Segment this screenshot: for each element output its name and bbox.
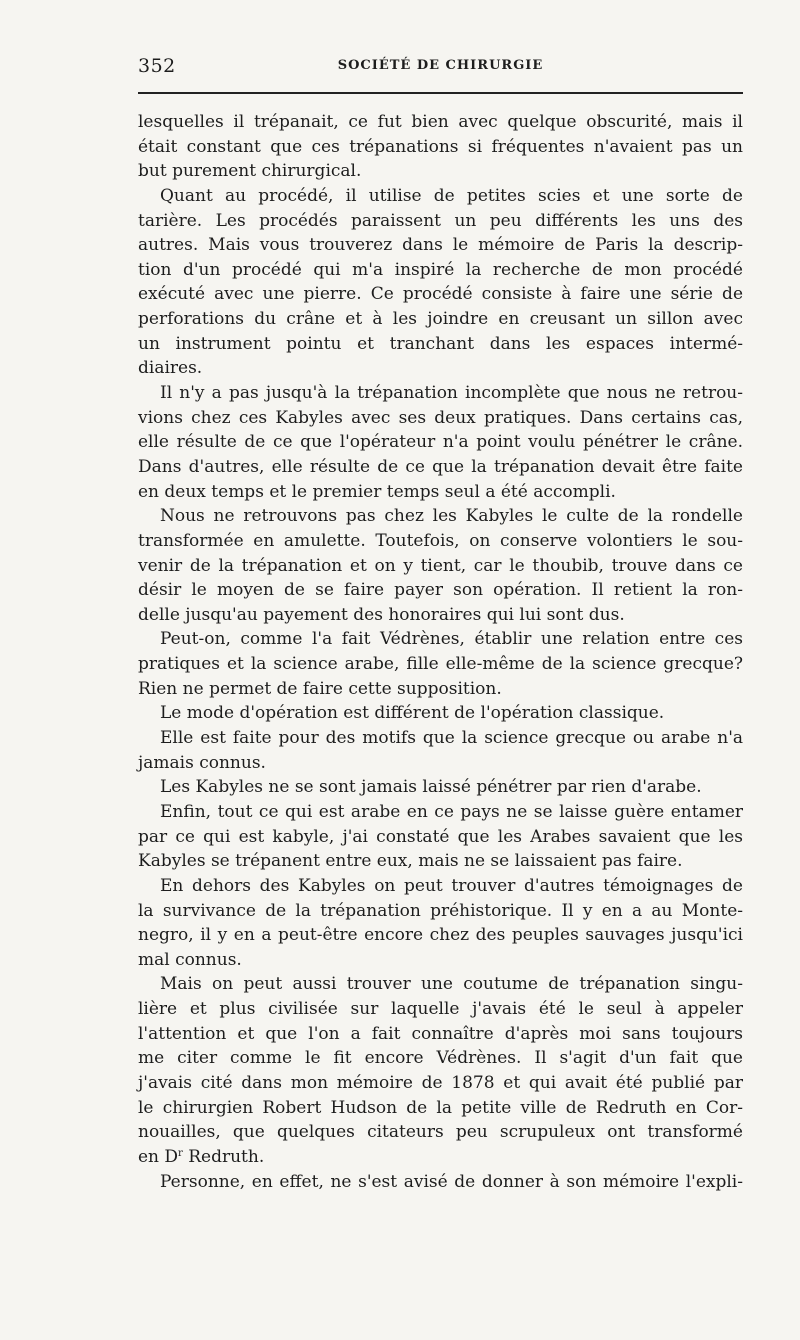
text-line: nouailles, que quelques citateurs peu scrupuleux ont transformé [138, 1122, 743, 1143]
text-line: me citer comme le fit encore Védrènes. Il s'agit d'un fait que [138, 1048, 743, 1069]
header-rule [138, 92, 743, 94]
text-line: désir le moyen de se faire payer son opération. Il retient la ron- [138, 580, 743, 601]
page-header [138, 55, 743, 83]
text-line: Enfin, tout ce qui est arabe en ce pays ne se laisse guère entamer [160, 801, 743, 822]
text-line: la survivance de la trépanation préhistorique. Il y en a au Monte- [138, 900, 743, 921]
text-line: Elle est faite pour des motifs que la science grecque ou arabe n'a [160, 728, 743, 749]
text-line: autres. Mais vous trouverez dans le mémoire de Paris la descrip- [138, 235, 743, 256]
text-line: Rien ne permet de faire cette supposition. [138, 678, 502, 699]
text-line: mal connus. [138, 949, 242, 970]
text-line: vions chez ces Kabyles avec ses deux pratiques. Dans certains cas, [138, 407, 743, 428]
text-line: Peut-on, comme l'a fait Védrènes, établir une relation entre ces [160, 629, 743, 650]
text-line: Dans d'autres, elle résulte de ce que la trépanation devait être faite [138, 456, 743, 477]
text-line: but purement chirurgical. [138, 161, 362, 182]
text-line: Les Kabyles ne se sont jamais laissé pénétrer par rien d'arabe. [160, 777, 702, 798]
text-line: delle jusqu'au payement des honoraires qui lui sont dus. [138, 604, 625, 625]
body-text [138, 110, 743, 1194]
text-line: un instrument pointu et tranchant dans les espaces intermé- [138, 333, 743, 354]
text-line: j'avais cité dans mon mémoire de 1878 et qui avait été publié par [138, 1072, 743, 1093]
text-line: tion d'un procédé qui m'a inspiré la recherche de mon procédé [138, 259, 743, 280]
text-line: le chirurgien Robert Hudson de la petite ville de Redruth en Cor- [138, 1097, 743, 1118]
text-line: Mais on peut aussi trouver une coutume de trépanation singu- [160, 974, 743, 995]
text-line: pratiques et la science arabe, fille elle-même de la science grecque? [138, 654, 743, 675]
text-line: exécuté avec une pierre. Ce procédé consiste à faire une série de [138, 284, 743, 305]
text-line: perforations du crâne et à les joindre en creusant un sillon avec [138, 309, 743, 330]
text-line: lesquelles il trépanait, ce fut bien avec quelque obscurité, mais il [138, 112, 743, 132]
text-line: negro, il y en a peut-être encore chez des peuples sauvages jusqu'ici [138, 925, 743, 946]
text-line: Nous ne retrouvons pas chez les Kabyles le culte de la rondelle [160, 506, 743, 527]
text-line: en $D^r$ Redruth. [138, 1146, 265, 1167]
text-line: était constant que ces trépanations si fréquentes n'avaient pas un [138, 136, 743, 157]
text-line: par ce qui est kabyle, j'ai constaté que les Arabes savaient que les [138, 826, 743, 847]
text-line: Personne, en effet, ne s'est avisé de donner à son mémoire l'expli- [160, 1171, 743, 1192]
text-line: Le mode d'opération est différent de l'opération classique. [160, 703, 665, 724]
text-line: l'attention et que l'on a fait connaître d'après moi sans toujours [138, 1023, 743, 1044]
text-line: diaires. [138, 358, 203, 379]
text-line: lière et plus civilisée sur laquelle j'avais été le seul à appeler [138, 999, 743, 1020]
text-line: elle résulte de ce que l'opérateur n'a point voulu pénétrer le crâne. [138, 432, 743, 453]
page-number: 352 [138, 55, 176, 77]
text-line: en deux temps et le premier temps seul a été accompli. [138, 481, 616, 502]
text-line: En dehors des Kabyles on peut trouver d'autres témoignages de [160, 875, 743, 896]
text-line: Quant au procédé, il utilise de petites scies et une sorte de [160, 185, 743, 206]
text-line: jamais connus. [138, 752, 266, 773]
text-line: transformée en amulette. Toutefois, on conserve volontiers le sou- [138, 530, 743, 551]
running-title: SOCIÉTÉ DE CHIRURGIE [337, 58, 544, 73]
text-line: Il n'y a pas jusqu'à la trépanation incomplète que nous ne retrou- [160, 383, 743, 404]
text-line: Kabyles se trépanent entre eux, mais ne se laissaient pas faire. [138, 851, 683, 872]
text-line: tarière. Les procédés paraissent un peu différents les uns des [138, 210, 743, 231]
text-line: venir de la trépanation et on y tient, car le thoubib, trouve dans ce [138, 555, 743, 576]
